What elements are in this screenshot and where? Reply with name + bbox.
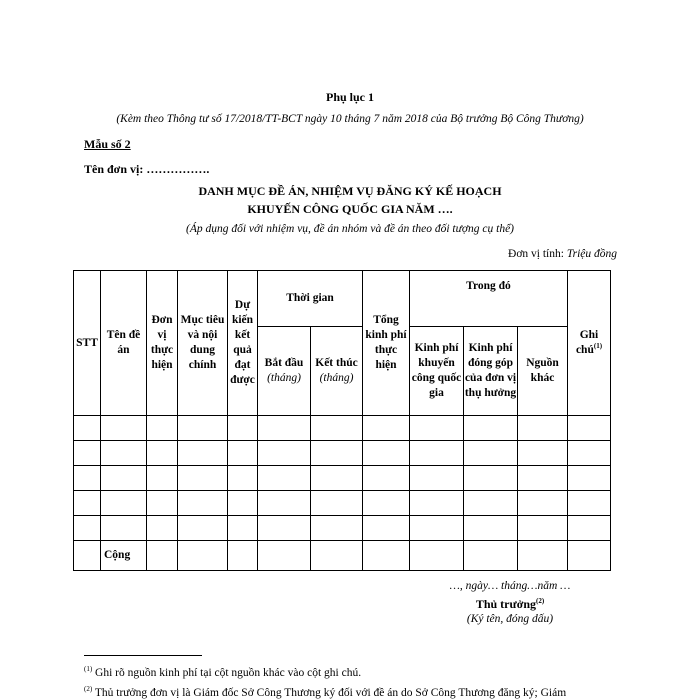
header-breakdown-group: Trong đó bbox=[410, 271, 568, 327]
footnote-1 bbox=[84, 667, 361, 679]
unit-of-measure-value: Triệu đồng bbox=[566, 248, 617, 260]
signature-note: (Ký tên, đóng dấu) bbox=[466, 613, 554, 625]
header-end bbox=[311, 327, 363, 416]
table-row bbox=[74, 416, 611, 441]
header-stt: STT bbox=[74, 271, 101, 416]
header-note-label: Ghi chú bbox=[575, 329, 599, 356]
header-other-source: Nguồn khác bbox=[518, 327, 568, 416]
applies-note: (Áp dụng đối với nhiệm vụ, đề án nhóm và đề án theo đối tượng cụ thể) bbox=[185, 223, 515, 235]
unit-of-measure-label: Đơn vị tính: bbox=[508, 248, 567, 260]
header-note bbox=[568, 271, 611, 416]
header-national-funding: Kinh phí khuyến công quốc gia bbox=[410, 327, 464, 416]
header-contribution-funding: Kinh phí đóng góp của đơn vị thụ hưởng bbox=[464, 327, 518, 416]
signature-head-sup: (2) bbox=[536, 597, 545, 605]
date-line: …, ngày… tháng…năm … bbox=[449, 580, 571, 592]
header-implementing-unit: Đơn vị thực hiện bbox=[147, 271, 178, 416]
table-row bbox=[74, 441, 611, 466]
header-time-group: Thời gian bbox=[258, 271, 363, 327]
footnote-1-text: Ghi rõ nguồn kinh phí tại cột nguồn khác vào cột ghi chú. bbox=[95, 667, 362, 679]
unit-of-measure bbox=[508, 248, 617, 260]
header-start-unit: (tháng) bbox=[267, 372, 301, 384]
attached-note: (Kèm theo Thông tư số 17/2018/TT-BCT ngày 10 tháng 7 năm 2018 của Bộ trưởng Bộ Công Thương) bbox=[116, 113, 584, 125]
total-row bbox=[74, 541, 611, 571]
header-goal-content: Mục tiêu và nội dung chính bbox=[178, 271, 228, 416]
signature-head: Thủ trưởng bbox=[475, 597, 537, 611]
table-row bbox=[74, 491, 611, 516]
footnote-divider bbox=[84, 655, 202, 656]
footnote-2 bbox=[84, 687, 566, 699]
doc-title-line2: KHUYẾN CÔNG QUỐC GIA NĂM …. bbox=[247, 202, 453, 216]
table-row bbox=[74, 466, 611, 491]
projects-table bbox=[73, 270, 611, 571]
header-start bbox=[258, 327, 311, 416]
total-row-label: Cộng bbox=[101, 541, 147, 571]
table-row bbox=[74, 516, 611, 541]
footnote-1-mark: (1) bbox=[84, 665, 93, 674]
header-end-label: Kết thúc bbox=[315, 357, 358, 369]
appendix-title: Phụ lục 1 bbox=[325, 90, 374, 104]
header-note-sup: (1) bbox=[593, 342, 603, 351]
header-end-unit: (tháng) bbox=[319, 372, 354, 384]
doc-title-line1: DANH MỤC ĐỀ ÁN, NHIỆM VỤ ĐĂNG KÝ KẾ HOẠCH bbox=[198, 184, 502, 198]
footnote-2-mark: (2) bbox=[84, 685, 93, 694]
header-project-name: Tên đề án bbox=[101, 271, 147, 416]
unit-name: Tên đơn vị: ……………. bbox=[84, 162, 210, 176]
header-start-label: Bắt đầu bbox=[264, 357, 304, 369]
footnote-2-text: Thủ trưởng đơn vị là Giám đốc Sở Công Thương ký đối với đề án do Sở Công Thương đăng ký; Giám bbox=[94, 687, 567, 699]
header-total-cost: Tổng kinh phí thực hiện bbox=[363, 271, 410, 416]
signature-title bbox=[355, 597, 665, 612]
header-expected-result: Dự kiến kết quả đạt được bbox=[228, 271, 258, 416]
form-number: Mẫu số 2 bbox=[84, 137, 131, 151]
